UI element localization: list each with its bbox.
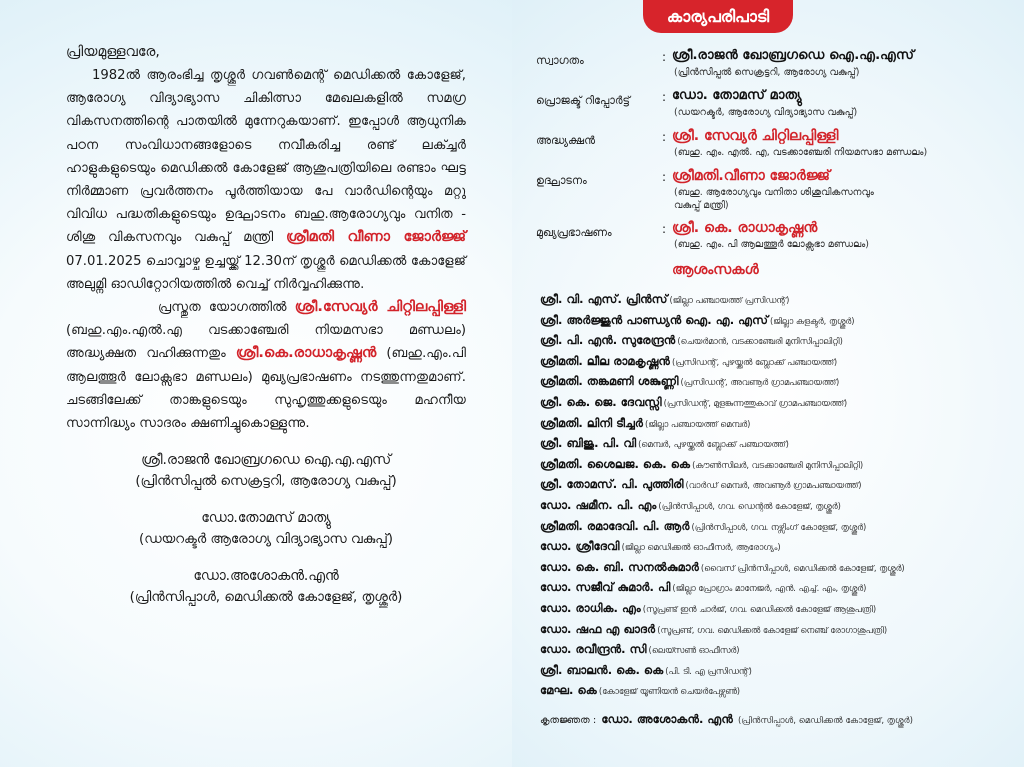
programme-item-desc: (ബഹു. എം. പി ആലത്തൂർ ലോക്സഭാ മണ്ഡലം)	[674, 239, 869, 250]
signatory-role: (പ്രിൻസിപ്പാൾ, മെഡിക്കൽ കോളേജ്, തൃശ്ശൂർ)	[129, 590, 403, 606]
signatory-name: ഡോ.അശോകൻ.എൻ	[193, 568, 339, 585]
felicitation-item	[540, 370, 970, 391]
invitation-paragraph-2	[66, 296, 466, 435]
felicitation-item	[540, 329, 970, 350]
minister-name: ശ്രീമതി വീണാ ജോർജ്ജ്	[285, 229, 466, 246]
felicitation-desc: (കോളേജ് യൂണിയൻ ചെയർപേഴ്സൺ)	[598, 686, 741, 697]
felicitation-desc: (പ്രസിഡന്റ്, അവണൂർ ഗ്രാമപഞ്ചായത്ത്)	[680, 377, 840, 388]
keynote-name: ശ്രീ.കെ.രാധാകൃഷ്ണൻ	[235, 345, 377, 362]
felicitation-desc: (പ്രിൻസിപ്പാൾ, ഗവ. നഴ്സിംഗ് കോളേജ്, തൃശ്ശൂർ)	[691, 521, 867, 532]
felicitation-item	[540, 638, 970, 659]
thanks-desc: (പ്രിൻസിപ്പാൾ, മെഡിക്കൽ കോളേജ്, തൃശ്ശൂർ)	[737, 716, 914, 726]
felicitation-item	[540, 576, 970, 597]
programme-item-label: പ്രൊജക്ട് റിപ്പോർട്ട്	[536, 94, 630, 107]
felicitation-name: ശ്രീമതി. തങ്കമണി ശങ്കുണ്ണി	[540, 374, 679, 389]
felicitation-item	[540, 659, 970, 680]
felicitation-name: ശ്രീ. ബിജു. പി. വി	[540, 436, 637, 451]
felicitation-name: ഡോ. സജീവ് കുമാർ. പി	[540, 580, 671, 595]
programme-list	[536, 48, 976, 260]
programme-item-label: സ്വാഗതം	[536, 54, 584, 67]
felicitation-name: ഡോ. ഷമീന. പി. എം	[540, 497, 657, 512]
felicitation-desc: (ജില്ലാ കളക്ടർ, തൃശ്ശൂർ)	[770, 315, 855, 326]
programme-item-name: ശ്രീ. കെ. രാധാകൃഷ്ണൻ	[672, 220, 818, 236]
felicitation-item	[540, 535, 970, 556]
programme-title-tab: കാര്യപരിപാടി	[643, 0, 793, 33]
programme-item-name: ശ്രീമതി.വീണാ ജോർജ്ജ്	[672, 168, 830, 184]
felicitation-desc: (ജില്ലാ പ്രോഗ്രാം മാനേജർ, എൻ. എച്ച്. എം, തൃശ്ശൂർ)	[672, 583, 867, 594]
felicitation-name: ശ്രീമതി. ലിനി ടീച്ചർ	[540, 415, 644, 430]
felicitation-item	[540, 412, 970, 433]
felicitation-name: ശ്രീ. പി. എൻ. സുരേന്ദ്രൻ	[540, 333, 676, 348]
felicitation-name: ശ്രീ. വി. എസ്. പ്രിൻസ്	[540, 292, 668, 306]
paragraph-2-text-a: പ്രസ്തുത യോഗത്തിൽ	[158, 300, 287, 316]
programme-item-desc: (ബഹു. ആരോഗ്യവും വനിതാ ശിശുവികസനവും	[674, 187, 874, 198]
felicitation-name: ശ്രീമതി. ശൈലജ. കെ. കെ	[540, 456, 691, 471]
felicitation-name: ശ്രീ. ബാലൻ. കെ. കെ	[540, 662, 664, 677]
felicitation-name: മേഘ. കെ	[540, 683, 597, 698]
felicitation-name: ഡോ. രാധിക. എം	[540, 600, 641, 615]
felicitation-item	[540, 432, 970, 453]
programme-item: അദ്ധ്യക്ഷൻ : ശ്രീ. സേവ്യർ ചിറ്റിലപ്പിള്ളി (ബഹു. എം. എൽ. എ, വടക്കാഞ്ചേരി നിയമസഭാ മണ്ഡലം)	[536, 128, 928, 158]
signatory	[66, 507, 466, 551]
felicitation-name: ശ്രീ. കെ. ജെ. ദേവസ്സി	[540, 394, 662, 409]
felicitation-item	[540, 597, 970, 618]
felicitation-name: ഡോ. കെ. ബി. സനൽകുമാർ	[540, 559, 699, 574]
programme-item-label: ഉദ്ഘാടനം	[536, 174, 587, 187]
programme-item: ഉദ്ഘാടനം : ശ്രീമതി.വീണാ ജോർജ്ജ് (ബഹു. ആരോഗ്യവും വനിതാ ശിശുവികസനവും വകുപ്പ് മന്ത്രി)	[536, 168, 874, 211]
felicitation-name: ശ്രീമതി. ലീല രാമകൃഷ്ണൻ	[540, 353, 670, 368]
programme-item: പ്രൊജക്ട് റിപ്പോർട്ട് : ഡോ. തോമസ് മാത്യു (ഡയറക്ടർ, ആരോഗ്യ വിദ്യാഭ്യാസ വകുപ്പ്)	[536, 88, 858, 118]
felicitation-item	[540, 494, 970, 515]
felicitation-desc: (വൈസ് പ്രിൻസിപ്പാൾ, മെഡിക്കൽ കോളേജ്, തൃശ്ശൂർ)	[700, 562, 905, 573]
signatory	[66, 565, 466, 609]
signatory-role: (ഡയറക്ടർ ആരോഗ്യ വിദ്യാഭ്യാസ വകുപ്പ്)	[138, 532, 394, 548]
felicitation-name: ശ്രീ. അർജ്ജുൻ പാണ്ഡ്യൻ ഐ. എ. എസ്	[540, 312, 768, 327]
felicitation-desc: (ജില്ലാ മെഡിക്കൽ ഓഫീസർ, ആരോഗ്യം)	[621, 542, 781, 553]
paragraph-2-text-c: (ബഹു.എം.പി ആലത്തൂർ ലോക്സഭാ മണ്ഡലം) മുഖ്യപ്രഭാഷണം നടത്തുന്നതുമാണ്. ചടങ്ങിലേക്ക് താങ്കളുടെയും സുഹൃത്തുക്കളുടെയും മഹനീയ സാന്നിദ്ധ്യം സാദരം ക്ഷണിച്ചുകൊള്ളുന്നു.	[66, 346, 466, 432]
programme-item: സ്വാഗതം : ശ്രീ.രാജൻ ഖോബ്രഗഡെ ഐ.എ.എസ് (പ്രിൻസിപ്പൽ സെക്രട്ടറി, ആരോഗ്യ വകുപ്പ്)	[536, 48, 915, 78]
felicitations-title: ആശംസകൾ	[672, 262, 759, 278]
felicitation-item	[540, 309, 970, 330]
thanks-name: ഡോ. അശോകൻ. എൻ	[601, 712, 733, 726]
programme-item-label: അദ്ധ്യക്ഷൻ	[536, 134, 596, 147]
programme-item-name: ശ്രീ. സേവ്യർ ചിറ്റിലപ്പിള്ളി	[672, 128, 839, 144]
felicitation-item	[540, 515, 970, 536]
felicitation-desc: (വാർഡ് മെമ്പർ, അവണൂർ ഗ്രാമപഞ്ചായത്ത്)	[685, 480, 862, 491]
felicitation-desc: (പ്രസിഡന്റ്, മുളങ്കുന്നത്തുകാവ് ഗ്രാമപഞ്ചായത്ത്)	[663, 397, 848, 408]
programme-item-desc: (ബഹു. എം. എൽ. എ, വടക്കാഞ്ചേരി നിയമസഭാ മണ്ഡലം)	[674, 147, 928, 158]
felicitations-list	[540, 288, 970, 700]
paragraph-2-text-b: (ബഹു.എം.എൽ.എ വടക്കാഞ്ചേരി നിയമസഭാ മണ്ഡലം) അദ്ധ്യക്ഷത വഹിക്കുന്നതും	[66, 323, 466, 362]
felicitation-name: ശ്രീമതി. രമാദേവി. പി. ആർ	[540, 518, 690, 533]
felicitation-item	[540, 679, 970, 700]
programme-item-label: മുഖ്യപ്രഭാഷണം	[536, 226, 612, 239]
felicitation-item	[540, 453, 970, 474]
felicitation-desc: (സൂപ്രണ്ട്, ഗവ. മെഡിക്കൽ കോളേജ് നെഞ്ച് രോഗാശുപത്രി)	[657, 624, 888, 635]
presiding-name: ശ്രീ.സേവ്യർ ചിറ്റിലപ്പിള്ളി	[294, 299, 466, 316]
felicitation-item	[540, 618, 970, 639]
greeting: പ്രിയമുള്ളവരേ,	[66, 44, 160, 60]
felicitation-desc: (ജില്ലാ പഞ്ചായത്ത് പ്രസിഡന്റ്)	[669, 295, 790, 305]
programme-item-desc-2: വകുപ്പ് മന്ത്രി)	[674, 200, 729, 211]
programme-item: മുഖ്യപ്രഭാഷണം : ശ്രീ. കെ. രാധാകൃഷ്ണൻ (ബഹു. എം. പി ആലത്തൂർ ലോക്സഭാ മണ്ഡലം)	[536, 220, 869, 250]
felicitation-item	[540, 288, 970, 309]
signatory	[66, 449, 466, 493]
felicitation-name: ശ്രീ. തോമസ്. പി. പുത്തിരി	[540, 477, 684, 492]
paragraph-1-text-b: 07.01.2025 ചൊവ്വാഴ്ച ഉച്ചയ്ക്ക് 12.30ന് തൃശ്ശൂർ മെഡിക്കൽ കോളേജ് അലുമ്നി ഓഡിറ്റോറിയത്തിൽ വെച്ച് നിർവ്വഹിക്കുന്നു.	[66, 253, 466, 292]
programme-item-name: ശ്രീ.രാജൻ ഖോബ്രഗഡെ ഐ.എ.എസ്	[672, 48, 915, 63]
felicitation-item	[540, 556, 970, 577]
felicitation-name: ഡോ. ശ്രീദേവി	[540, 539, 620, 554]
thanks-label: കൃതജ്ഞത :	[540, 715, 597, 726]
felicitation-desc: (പ്രസിഡന്റ്, പുഴയ്ക്കൽ ബ്ലോക്ക് പഞ്ചായത്ത്)	[671, 356, 838, 367]
felicitation-name: ഡോ. രവീന്ദ്രൻ. സി	[540, 642, 647, 657]
vote-of-thanks	[540, 708, 913, 727]
paragraph-1-text-a: 1982ൽ ആരംഭിച്ച തൃശ്ശൂർ ഗവൺമെന്റ് മെഡിക്കൽ കോളേജ്, ആരോഗ്യ വിദ്യാഭ്യാസ ചികിത്സാ മേഖലകളിൽ സമഗ്ര വികസനത്തിന്റെ പാതയിൽ മുന്നേറുകയാണ്. ഇപ്പോൾ ആധുനിക പഠന സംവിധാനങ്ങളോടെ നവീകരിച്ച രണ്ട് ലക്ച്ചർ ഹാളുകളുടെയും മെഡിക്കൽ കോളേജ് ആശുപത്രിയിലെ രണ്ടാം ഘട്ട നിർമ്മാണ പ്രവർത്തനം പൂർത്തിയായ പേ വാർഡിന്റെയും മറ്റു വിവിധ പദ്ധതികളുടെയും ഉദ്ഘാടനം ബഹു.ആരോഗ്യവും വനിത - ശിശു വികസനവും വകുപ്പ് മന്ത്രി	[66, 68, 466, 246]
felicitation-desc: (പി. ടി. എ പ്രസിഡന്റ്)	[665, 665, 752, 676]
felicitation-desc: (ലെയ്സൺ ഓഫീസർ)	[648, 645, 740, 656]
programme-item-desc: (പ്രിൻസിപ്പൽ സെക്രട്ടറി, ആരോഗ്യ വകുപ്പ്)	[674, 67, 860, 78]
signatory-name: ശ്രീ.രാജൻ ഖോബ്രഗഡെ ഐ.എ.എസ്	[141, 452, 391, 469]
signatory-name: ഡോ.തോമസ് മാത്യു	[201, 510, 331, 527]
invitation-letter	[66, 44, 466, 609]
invitation-paragraph-1	[66, 64, 466, 296]
felicitation-desc: (പ്രിൻസിപ്പാൾ, ഗവ. ഡെന്റൽ കോളേജ്, തൃശ്ശൂർ)	[658, 500, 841, 511]
signatory-role: (പ്രിൻസിപ്പൽ സെക്രട്ടറി, ആരോഗ്യ വകുപ്പ്)	[135, 474, 397, 490]
programme-item-name: ഡോ. തോമസ് മാത്യു	[672, 88, 802, 103]
felicitation-item	[540, 391, 970, 412]
felicitation-desc: (മെമ്പർ, പുഴയ്ക്കൽ ബ്ലോക്ക് പഞ്ചായത്ത്)	[638, 439, 789, 450]
felicitation-item	[540, 473, 970, 494]
felicitation-desc: (കൗൺസിലർ, വടക്കാഞ്ചേരി മുനിസിപ്പാലിറ്റി)	[692, 459, 864, 470]
felicitation-name: ഡോ. ഷഫ എ ഖാദർ	[540, 621, 656, 636]
programme-item-desc: (ഡയറക്ടർ, ആരോഗ്യ വിദ്യാഭ്യാസ വകുപ്പ്)	[674, 107, 858, 118]
felicitation-desc: (സൂപ്രണ്ട് ഇൻ ചാർജ്, ഗവ. മെഡിക്കൽ കോളേജ് ആശുപത്രി)	[642, 603, 877, 614]
felicitation-desc: (ചെയർമാൻ, വടക്കാഞ്ചേരി മുനിസിപ്പാലിറ്റി)	[677, 336, 843, 347]
felicitation-desc: (ജില്ലാ പഞ്ചായത്ത് മെമ്പർ)	[645, 418, 751, 429]
felicitation-item	[540, 350, 970, 371]
